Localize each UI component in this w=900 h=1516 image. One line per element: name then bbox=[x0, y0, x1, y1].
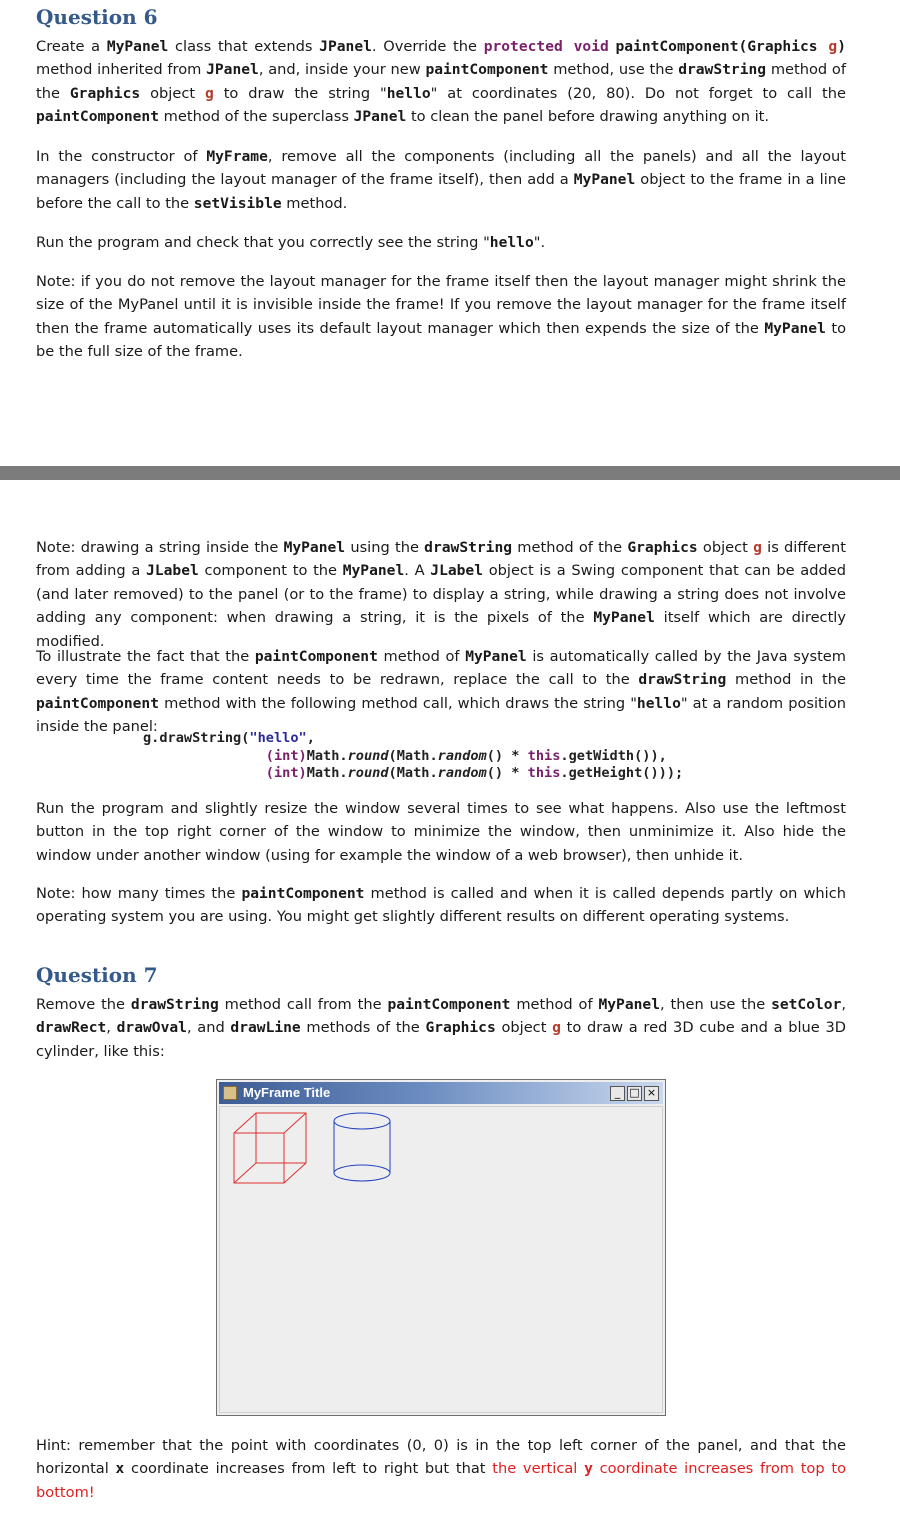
code-snippet: g.drawString("hello", (int)Math.round(Math.random() * this.getWidth()), (int)Math.round(Math.random() * this.getHeight())); bbox=[143, 730, 684, 781]
q6-paragraph-2: In the constructor of MyFrame, remove all the components (including all the panels) and all the layout managers (including the layout manager of the frame itself), then add a MyPanel object to the frame in a line before the call to the setVisible method. bbox=[36, 148, 847, 212]
question-7-heading: Question 7 bbox=[36, 963, 158, 987]
minimize-button[interactable]: _ bbox=[610, 1086, 625, 1101]
window-title: MyFrame Title bbox=[243, 1085, 331, 1100]
window-content-panel bbox=[219, 1106, 663, 1413]
close-button[interactable]: × bbox=[644, 1086, 659, 1101]
note-paragraph-5: Note: drawing a string inside the MyPanel using the drawString method of the Graphics object g is different from adding a JLabel component to the MyPanel. A JLabel object is a Swing component that can be added (and later removed) to the panel (or to the frame) to display a string, while drawing a string does not involve adding any component: when drawing a string, it is the pixels of the MyPanel itself which are directly modified. bbox=[36, 539, 847, 650]
paragraph-8: Note: how many times the paintComponent method is called and when it is called depends partly on which operating system you are using. You might get slightly different results on different operating systems. bbox=[36, 885, 846, 926]
example-window bbox=[216, 1079, 666, 1416]
paragraph-7: Run the program and slightly resize the window several times to see what happens. Also use the leftmost button in the top right corner of the window to minimize the window, then unminimize it. Also hide the window under another window (using for example the window of a web browser), then unhide it. bbox=[36, 800, 846, 864]
blue-cylinder bbox=[334, 1113, 390, 1181]
q6-paragraph-3: Run the program and check that you correctly see the string "hello". bbox=[36, 234, 546, 251]
java-cup-icon bbox=[223, 1086, 237, 1100]
red-cube bbox=[234, 1113, 306, 1183]
q6-paragraph-1: Create a MyPanel class that extends JPanel. Override the protected void paintComponent(Graphics g) method inherited from JPanel, and, inside your new paintComponent method, use the drawString method of the Graphics object g to draw the string "hello" at coordinates (20, 80). Do not forget to call the paintComponent method of the superclass JPanel to clean the panel before drawing anything on it. bbox=[36, 38, 847, 126]
hint-paragraph: Hint: remember that the point with coordinates (0, 0) is in the top left corner of the panel, and that the horizontal x coordinate increases from left to right but that the vertical y coordinate increases from top to bottom! bbox=[36, 1437, 846, 1501]
q7-paragraph-1: Remove the drawString method call from the paintComponent method of MyPanel, then use the setColor, drawRect, drawOval, and drawLine methods of the Graphics object g to draw a red 3D cube and a blue 3D cylinder, like this: bbox=[36, 996, 847, 1060]
shapes-drawing bbox=[220, 1107, 400, 1187]
window-titlebar bbox=[219, 1082, 663, 1104]
question-6-heading: Question 6 bbox=[36, 5, 158, 29]
maximize-button[interactable]: □ bbox=[627, 1086, 642, 1101]
paragraph-6: To illustrate the fact that the paintComponent method of MyPanel is automatically called by the Java system every time the frame content needs to be redrawn, replace the call to the drawString method in the paintComponent method with the following method call, which draws the string "hello" at a random position inside the panel: bbox=[36, 648, 846, 736]
page-break bbox=[0, 466, 900, 480]
q6-paragraph-4: Note: if you do not remove the layout manager for the frame itself then the layout manager might shrink the size of the MyPanel until it is invisible inside the frame! If you remove the layout manager for the frame itself then the frame automatically uses its default layout manager which then expends the size of the MyPanel to be the full size of the frame. bbox=[36, 273, 846, 361]
